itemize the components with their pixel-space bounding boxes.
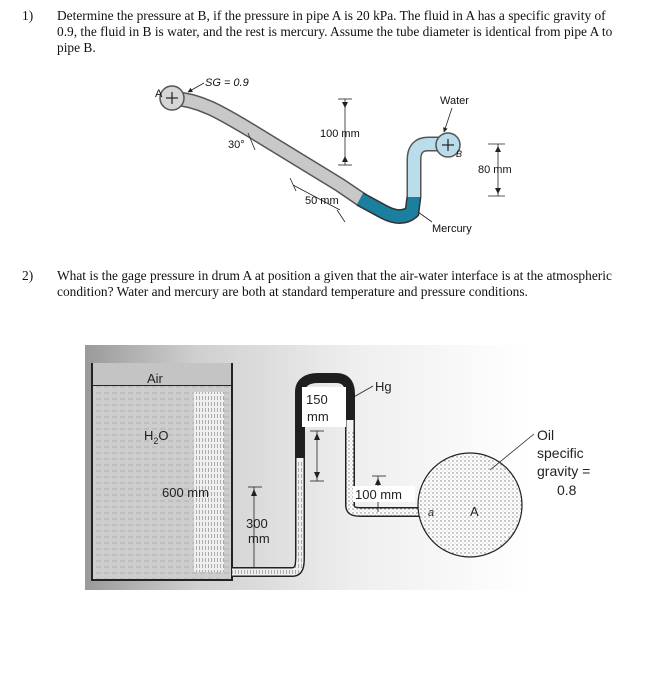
point-a-small-label: a (428, 507, 435, 519)
dim-80-label: 80 mm (478, 164, 512, 176)
dim-50-label: 50 mm (305, 195, 339, 207)
question-1-text: Determine the pressure at B, if the pressure in pipe A is 20 kPa. The fluid in A has a specific gravity of 0.9, the fluid in B is water, and the rest is mercury. Assume the tube diameter is identical from pipe A to pipe B. (57, 8, 613, 55)
air-label: Air (147, 371, 163, 386)
question-1-number: 1) (22, 8, 34, 23)
dim-150-number: 150 (306, 392, 328, 407)
oil-label-4: 0.8 (557, 482, 577, 498)
dim-100-label: 100 mm (320, 128, 360, 140)
dim-300-number: 300 (246, 516, 268, 531)
hg-label: Hg (375, 379, 392, 394)
dim-100-label: 100 mm (355, 487, 402, 502)
sg-label: SG = 0.9 (205, 77, 249, 89)
oil-label-3: gravity = (537, 463, 591, 479)
dim-600-label: 600 mm (162, 485, 209, 500)
question-2-number: 2) (22, 268, 34, 283)
oil-label-1: Oil (537, 427, 555, 443)
mercury-label: Mercury (432, 223, 472, 235)
point-b-label: B (456, 149, 463, 159)
dim-300-unit: mm (248, 531, 270, 546)
angle-label: 30° (228, 139, 245, 151)
point-a-label: A (155, 88, 163, 100)
question-2-text: What is the gage pressure in drum A at position a given that the air-water interface is at the atmospheric condition? Water and mercury are both at standard temperature and pressure conditions. (57, 268, 612, 299)
oil-label-2: specific (537, 445, 584, 461)
water-label: Water (440, 95, 469, 107)
dim-150-unit: mm (307, 409, 329, 424)
h2o-label: $H_2O$ (144, 428, 169, 446)
drum-a-label: A (470, 504, 479, 519)
